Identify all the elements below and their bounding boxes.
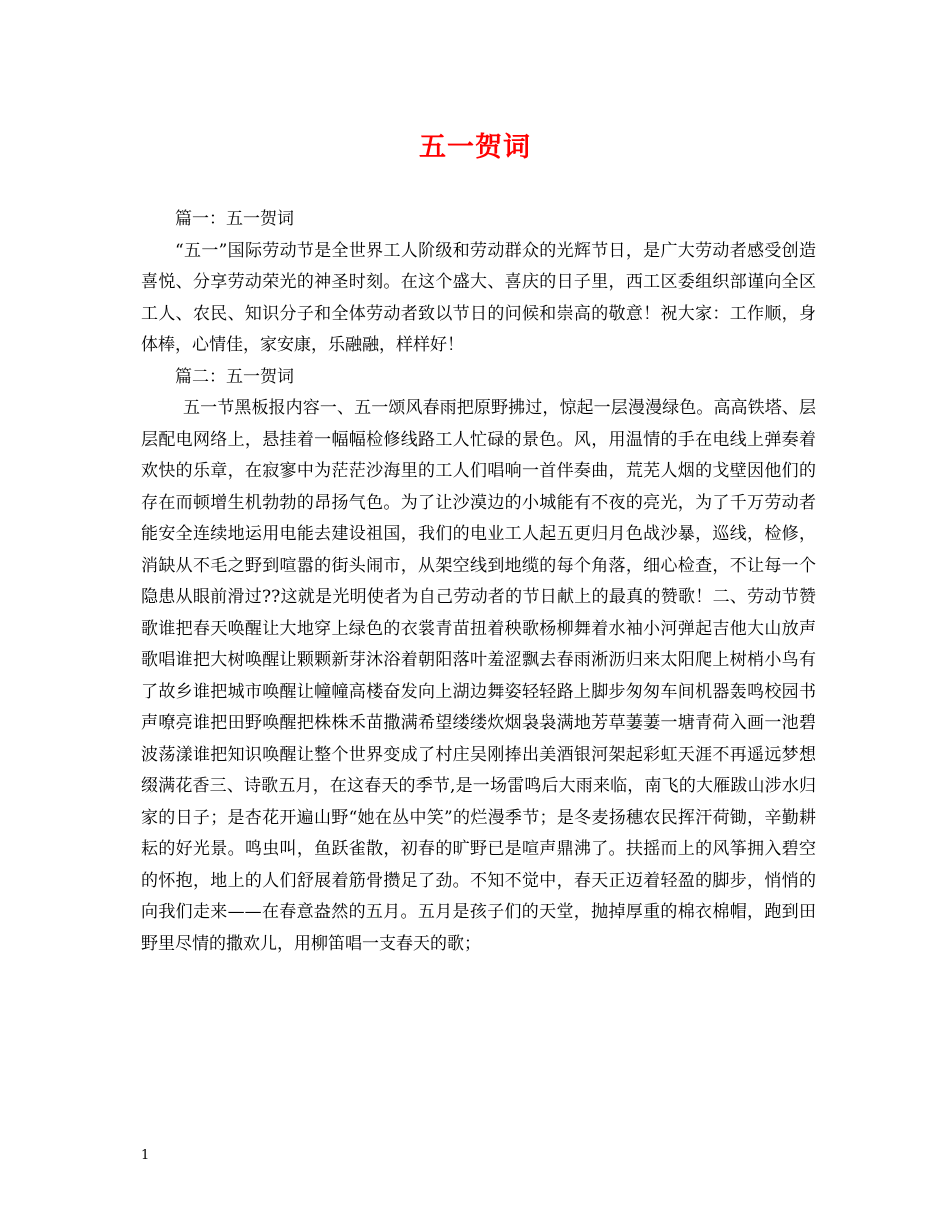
document-body (141, 204, 816, 960)
section-paragraph-1: “五一”国际劳动节是全世界工人阶级和劳动群众的光辉节日，是广大劳动者感受创造喜悦、分享劳动荣光的神圣时刻。在这个盛大、喜庆的日子里，西工区委组织部谨向全区工人、农民、知识分子和全体劳动者致以节日的问候和崇高的敬意！祝大家：工作顺，身体棒，心情佳，家安康，乐融融，样样好！ (141, 240, 816, 355)
section-paragraph-2: 五一节黑板报内容一、五一颂风春雨把原野拂过，惊起一层漫漫绿色。高高铁塔、层层配电网络上，悬挂着一幅幅检修线路工人忙碌的景色。风，用温情的手在电线上弹奏着欢快的乐章，在寂寥中为茫茫沙海里的工人们唱响一首伴奏曲，荒芜人烟的戈壁因他们的存在而顿增生机勃勃的昂扬气色。为了让沙漠边的小城能有不夜的亮光，为了千万劳动者能安全连续地运用电能去建设祖国，我们的电业工人起五更归月色战沙暴，巡线，检修，消缺从不毛之野到喧嚣的街头闹市，从架空线到地缆的每个角落，细心检查，不让每一个隐患从眼前滑过??这就是光明使者为自己劳动者的节日献上的最真的赞歌！二、劳动节赞歌谁把春天唤醒让大地穿上绿色的衣裳青苗扭着秧歌杨柳舞着水袖小河弹起吉他大山放声歌唱谁把大树唤醒让颗颗新芽沐浴着朝阳落叶羞涩飘去春雨淅沥归来太阳爬上树梢小鸟有了故乡谁把城市唤醒让幢幢高楼奋发向上湖边舞姿轻轻路上脚步匆匆车间机器轰鸣校园书声嘹亮谁把田野唤醒把株株禾苗撒满希望缕缕炊烟袅袅满地芳草萋萋一塘青荷入画一池碧波荡漾谁把知识唤醒让整个世界变成了村庄吴刚捧出美酒银河架起彩虹天涯不再遥远梦想缀满花香三、诗歌五月，在这春天的季节,是一场雷鸣后大雨来临，南飞的大雁跋山涉水归家的日子；是杏花开遍山野“她在丛中笑”的烂漫季节；是冬麦扬穗农民挥汗荷锄，辛勤耕耘的好光景。鸣虫叫，鱼跃雀散，初春的旷野已是喧声鼎沸了。扶摇而上的风筝拥入碧空的怀抱，地上的人们舒展着筋骨攒足了劲。不知不觉中，春天正迈着轻盈的脚步，悄悄的向我们走来——在春意盎然的五月。五月是孩子们的天堂，抛掉厚重的棉衣棉帽，跑到田野里尽情的撒欢儿，用柳笛唱一支春天的歌； (141, 398, 816, 954)
document-title: 五一贺词 (419, 132, 531, 163)
section-heading-2: 篇二：五一贺词 (175, 366, 294, 387)
page-number: 1 (141, 1148, 150, 1163)
section-heading-1: 篇一：五一贺词 (175, 209, 294, 229)
